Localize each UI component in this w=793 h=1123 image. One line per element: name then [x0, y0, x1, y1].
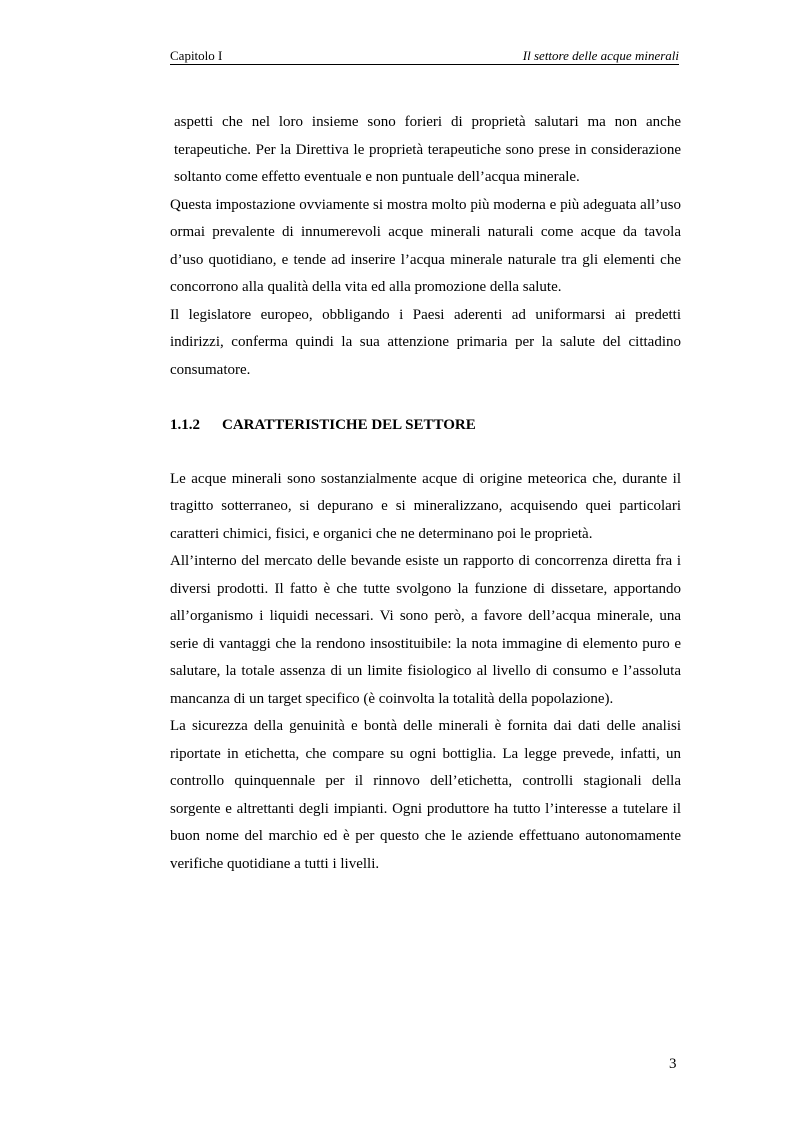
page-body	[170, 109, 681, 878]
header-chapter: Capitolo I	[170, 48, 223, 63]
section-number: 1.1.2	[170, 417, 200, 433]
page-header	[170, 48, 679, 65]
page-number: 3	[669, 1056, 677, 1072]
paragraph: Il legislatore europeo, obbligando i Paesi aderenti ad uniformarsi ai predetti indirizzi, conferma quindi la sua attenzione primaria per la salute del cittadino consumatore.	[170, 306, 681, 378]
paragraph: Le acque minerali sono sostanzialmente acque di origine meteorica che, durante il tragitto sotterraneo, si depurano e si mineralizzano, acquisendo quei particolari caratteri chimici, fisici, e organici che ne determinano poi le proprietà.	[170, 470, 681, 542]
paragraph: All’interno del mercato delle bevande esiste un rapporto di concorrenza diretta fra i diversi prodotti. Il fatto è che tutte svolgono la funzione di dissetare, apportando all’organismo i liquidi necessari. Vi sono però, a favore dell’acqua minerale, una serie di vantaggi che la rendono insostituibile: la nota immagine di elemento puro e salutare, la totale assenza di un limite fisiologico al livello di consumo e l’assoluta mancanza di un target specifico (è coinvolta la totalità della popolazione).	[170, 553, 681, 707]
section-title: CARATTERISTICHE DEL SETTORE	[222, 417, 476, 433]
paragraph: La sicurezza della genuinità e bontà delle minerali è fornita dai dati delle analisi riportate in etichetta, che compare su ogni bottiglia. La legge prevede, infatti, un controllo quinquennale per il rinnovo dell’etichetta, controlli stagionali della sorgente e altrettanti degli impianti. Ogni produttore ha tutto l’interesse a tutelare il buon nome del marchio ed è per questo che le aziende effettuano autonomamente verifiche quotidiane a tutti i livelli.	[170, 718, 681, 872]
header-section-title: Il settore delle acque minerali	[522, 48, 679, 63]
paragraph-continuation: aspetti che nel loro insieme sono forieri di proprietà salutari ma non anche terapeutiche. Per la Direttiva le proprietà terapeutiche sono prese in considerazione soltanto come effetto eventuale e non puntuale dell’acqua minerale.	[174, 114, 681, 185]
section-heading	[170, 412, 681, 440]
paragraph: Questa impostazione ovviamente si mostra molto più moderna e più adeguata all’uso ormai prevalente di innumerevoli acque minerali naturali come acque da tavola d’uso quotidiano, e tende ad inserire l’acqua minerale naturale tra gli elementi che concorrono alla qualità della vita ed alla promozione della salute.	[170, 196, 681, 295]
